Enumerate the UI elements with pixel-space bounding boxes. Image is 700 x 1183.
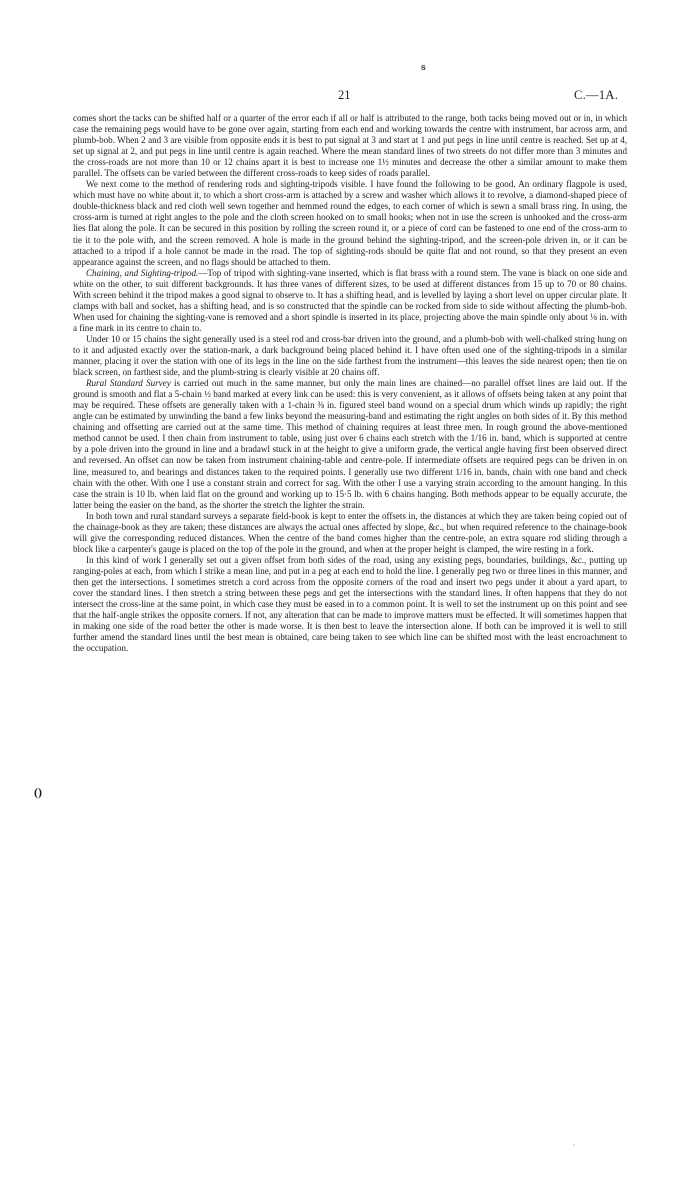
paragraph-body: —Top of tripod with sighting-vane inserted, which is flat brass with a round stem. The vane is black on one side and white on the other, to suit different backgrounds. It has three vanes of different sizes, to be used at different distances from 15 up to 70 or 80 chains. With screen behind it the tripod makes a good signal to observe to. It has a shifting head, and is levelled by laying a short level on upper circular plate. It clamps with ball and socket, has a shifting head, and is so constructed that the spindle can be rocked from side to side without affecting the plumb-bob. When used for chaining the sighting-vane is removed and a short spindle is inserted in its place, projecting above the main spindle only about ⅛ in. with a fine mark in its centre to chain to. <box>73 267 627 333</box>
paragraph-continuation: comes short the tacks can be shifted half or a quarter of the error each if all or half is attributed to the range, both tacks being moved out or in, in which case the remaining pegs would have to be gone over again, starting from each end and working towards the centre with instrument, bar across arm, and plumb-bob. When 2 and 3 are visible from opposite ends it is best to put signal at 3 and start at 1 and put pegs in line until centre is reached. Set up at 4, set up signal at 2, and put pegs in line until centre is again reached. Where the mean standard lines of two streets do not differ more than 3 minutes and the cross-roads are not more than 10 or 12 chains apart it is best to increase one 1½ minutes and decrease the other a similar amount to make them parallel. The offsets can be varied between the different cross-roads to keep sides of roads parallel. <box>73 113 627 179</box>
paragraph-body: is carried out much in the same manner, but only the main lines are chained—no parallel offset lines are laid out. If the ground is smooth and flat a 5-chain ½ band marked at every link can be used: this is very convenient, as it allows of offsets being taken at any point that may be required. These offsets are generally taken with a 1-chain ⅜ in. figured steel band wound on a special drum which winds up rapidly; the right angle can be estimated by unwinding the band a few links beyond the measuring-band and estimating the right angles on both sides of it. By this method chaining and offsetting are carried out at the same time. This method of chaining requires at least three men. In rough ground the above-mentioned method cannot be used. I then chain from instrument to table, using just over 6 chains each stretch with the 1/16 in. band, which is supported at centre by a pole driven into the ground in line and a bradawl stuck in at the height to give a uniform grade, the vertical angle having first been observed direct and reversed. An offset can now be taken from instrument chaining-table and centre-pole. If intermediate offsets are required pegs can be driven in on line, measured to, and bearings and distances taken to the required points. I generally use two different 1/16 in. bands, chain with one band and check chain with the other. With one I use a constant strain and correct for sag. With the other I use a varying strain according to the amount hanging. In this case the strain is 10 lb. when laid flat on the ground and working up to 15·5 lb. with 6 chains hanging. Both methods appear to be equally accurate, the latter being the easier on the band, as the shorter the stretch the lighter the strain. <box>73 378 627 510</box>
paragraph-chaining-and-sighting-tripod <box>73 268 627 334</box>
paragraph-offsets-method: In this kind of work I generally set out a given offset from both sides of the road, using any existing pegs, boundaries, buildings, &c., putting up ranging-poles at each, from which I strike a mean line, and put in a peg at each end to hold the line. I generally peg two or three lines in this manner, and then get the intersections. I sometimes stretch a cord across from the opposite corners of the road and insert two pegs under it about a yard apart, to cover the standard lines. I then stretch a string between these pegs and get the intersections with the standard lines. It often happens that they do not intersect the cross-line at the same point, in which case they must be eased in to a common point. It is well to set the instrument up on this point and see that the half-angle strikes the opposite corners. If not, any alteration that can be made to improve matters must be effected. It will sometimes happen that in making one side of the road better the other is made worse. It is then best to leave the intersection alone. If both can be improved it is well to still further amend the standard lines until the best mean is obtained, care being taken to see which line can be shifted most with the least encroachment to the occupation. <box>73 554 627 654</box>
top-mark: ꞩ <box>421 62 426 72</box>
page-number: 21 <box>338 88 351 102</box>
paragraph-rods-and-tripods: We next come to the method of rendering rods and sighting-tripods visible. I have found the following to be good. An ordinary flagpole is used, which must have no white about it, to which a short cross-arm is attached by a screw and washer which allows it to revolve, a diamond-shaped piece of double-thickness black and red cloth well sewn together and hemmed round the edges, to each corner of which is sewn a small brass ring. In using, the cross-arm is turned at right angles to the pole and the cloth screen hooked on to small hooks; when not in use the screen is unhooked and the cross-arm lies flat along the pole. It can be secured in this position by rolling the screen round it, or a piece of cord can be fastened to one end of the cross-arm to tie it to the pole with, and the screen removed. A hole is made in the ground behind the sighting-tripod, and the screen-pole driven in, or it can be attached to a tripod if a hole cannot be made in the road. The top of sighting-rods should be quite flat and not round, so that they present an even appearance against the screen, and no flags should be attached to them. <box>73 179 627 267</box>
paragraph-rural-standard-survey <box>73 378 627 511</box>
paragraph-field-book: In both town and rural standard surveys a separate field-book is kept to enter the offsets in, the distances at which they are taken being copied out of the chainage-book as they are taken; these distances are always the actual ones affected by slope, &c., but when required reference to the chainage-book will give the corresponding reduced distances. When the centre of the band comes higher than the centre-pole, an extra square rod sliding through a block like a carpenter's gauge is placed on the top of the pole in the ground, and when at the proper height is clamped, the wire resting in a fork. <box>73 510 627 554</box>
page-header <box>0 88 700 104</box>
paragraph-lead-heading: Chaining, and Sighting-tripod. <box>86 267 199 278</box>
bottom-mark: ˎ <box>573 1138 576 1146</box>
paragraph-lead-heading: Rural Standard Survey <box>86 378 171 389</box>
document-reference: C.—1A. <box>574 88 619 102</box>
body-text <box>73 113 627 654</box>
margin-mark: () <box>34 785 42 799</box>
paragraph-steel-rod-sight: Under 10 or 15 chains the sight generally used is a steel rod and cross-bar driven into the ground, and a plumb-bob with well-chalked string hung on to it and adjusted exactly over the station-mark, a dark background being placed behind it. I have often used one of the sighting-tripods in a similar manner, placing it over the station with one of its legs in the line on the side farthest from the instrument—this leaves the side nearest open; then tie on black screen, on farthest side, and the plumb-string is clearly visible at 20 chains off. <box>73 333 627 378</box>
